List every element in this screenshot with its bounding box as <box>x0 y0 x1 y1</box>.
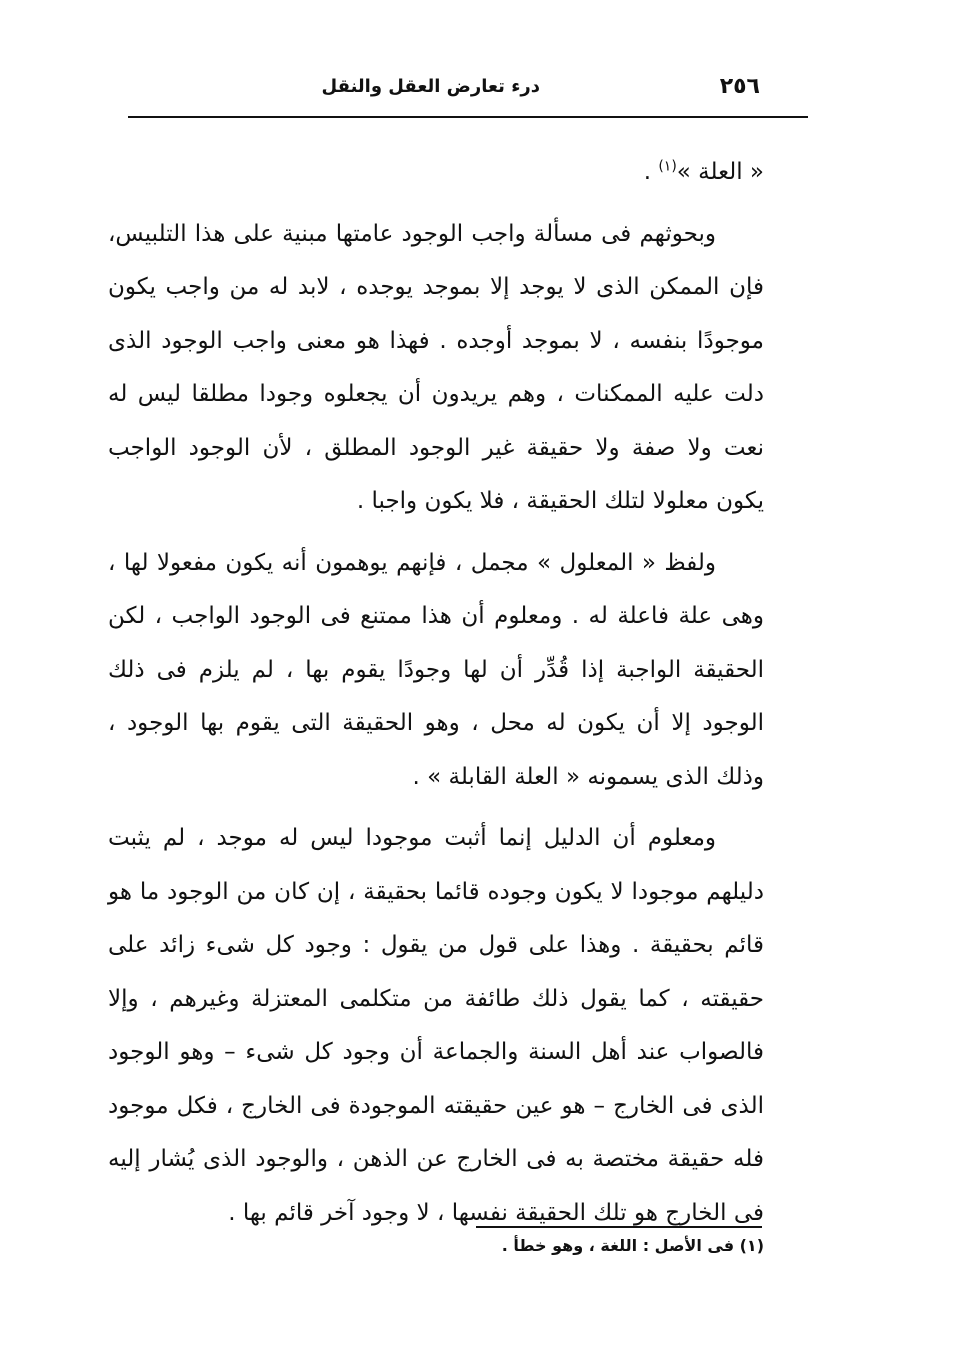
quoted-term: « العلة » <box>676 159 764 185</box>
paragraph-3: ومعلوم أن الدليل إنما أثبت موجودا ليس له موجد ، لم يثبت دليلهم موجودا لا يكون وجوده قائما بحقيقة ، إن كان من الوجود ما هو قائم بحقيقة . وهذا على قول من يقول : وجود كل شىء زائد على حقيقته ، كما يقول ذلك طائفة من متكلمى المعتزلة وغيرهم ، وإلا فالصواب عند أهل السنة والجماعة أن وجود كل شىء – وهو الوجود الذى فى الخارج – هو عين حقيقته الموجودة فى الخارج ، فكل موجود فله حقيقة مختصة به فى الخارج عن الذهن ، والوجود الذى يُشار إليه فى الخارج هو تلك الحقيقة نفسها ، لا وجود آخر قائم بها . <box>108 825 764 1226</box>
paragraph-continuation <box>108 146 764 200</box>
page-header <box>128 74 808 110</box>
paragraph-2: ولفظ « المعلول » مجمل ، فإنهم يوهمون أنه يكون مفعولا لها ، وهى علة فاعلة له . ومعلوم أن هذا ممتنع فى الوجود الواجب ، لكن الحقيقة الواجبة إذا قُدِّر أن لها وجودًا يقوم بها ، لم يلزم فى ذلك الوجود إلا أن يكون له محل ، وهو الحقيقة التى يقوم بها الوجود ، وذلك الذى يسمونه « العلة القابلة » . <box>108 549 764 790</box>
footnote: (١) فى الأصل : اللغة ، وهو خطأ . <box>501 1236 764 1255</box>
page-number: ٢٥٦ <box>719 74 760 99</box>
paragraph-1: وبحوثهم فى مسألة واجب الوجود عامتها مبنية على هذا التلبيس، فإن الممكن الذى لا يوجد إلا بموجد يوجده ، لابد له من واجب يكون موجودًا بنفسه ، لا بموجد أوجده . فهذا هو معنى واجب الوجود الذى دلت عليه الممكنات ، وهم يريدون أن يجعلوه وجودا مطلقا ليس له نعت ولا صفة ولا حقيقة غير الوجود المطلق ، لأن الوجود الواجب يكون معلولا لتلك الحقيقة ، فلا يكون واجبا . <box>108 220 764 514</box>
footnote-reference[interactable]: (١) <box>658 158 677 175</box>
body-text <box>108 146 764 1240</box>
header-rule <box>128 116 808 118</box>
paragraph-end: . <box>643 159 659 185</box>
footnote-rule <box>476 1226 762 1228</box>
running-title: درء تعارض العقل والنقل <box>321 76 540 97</box>
